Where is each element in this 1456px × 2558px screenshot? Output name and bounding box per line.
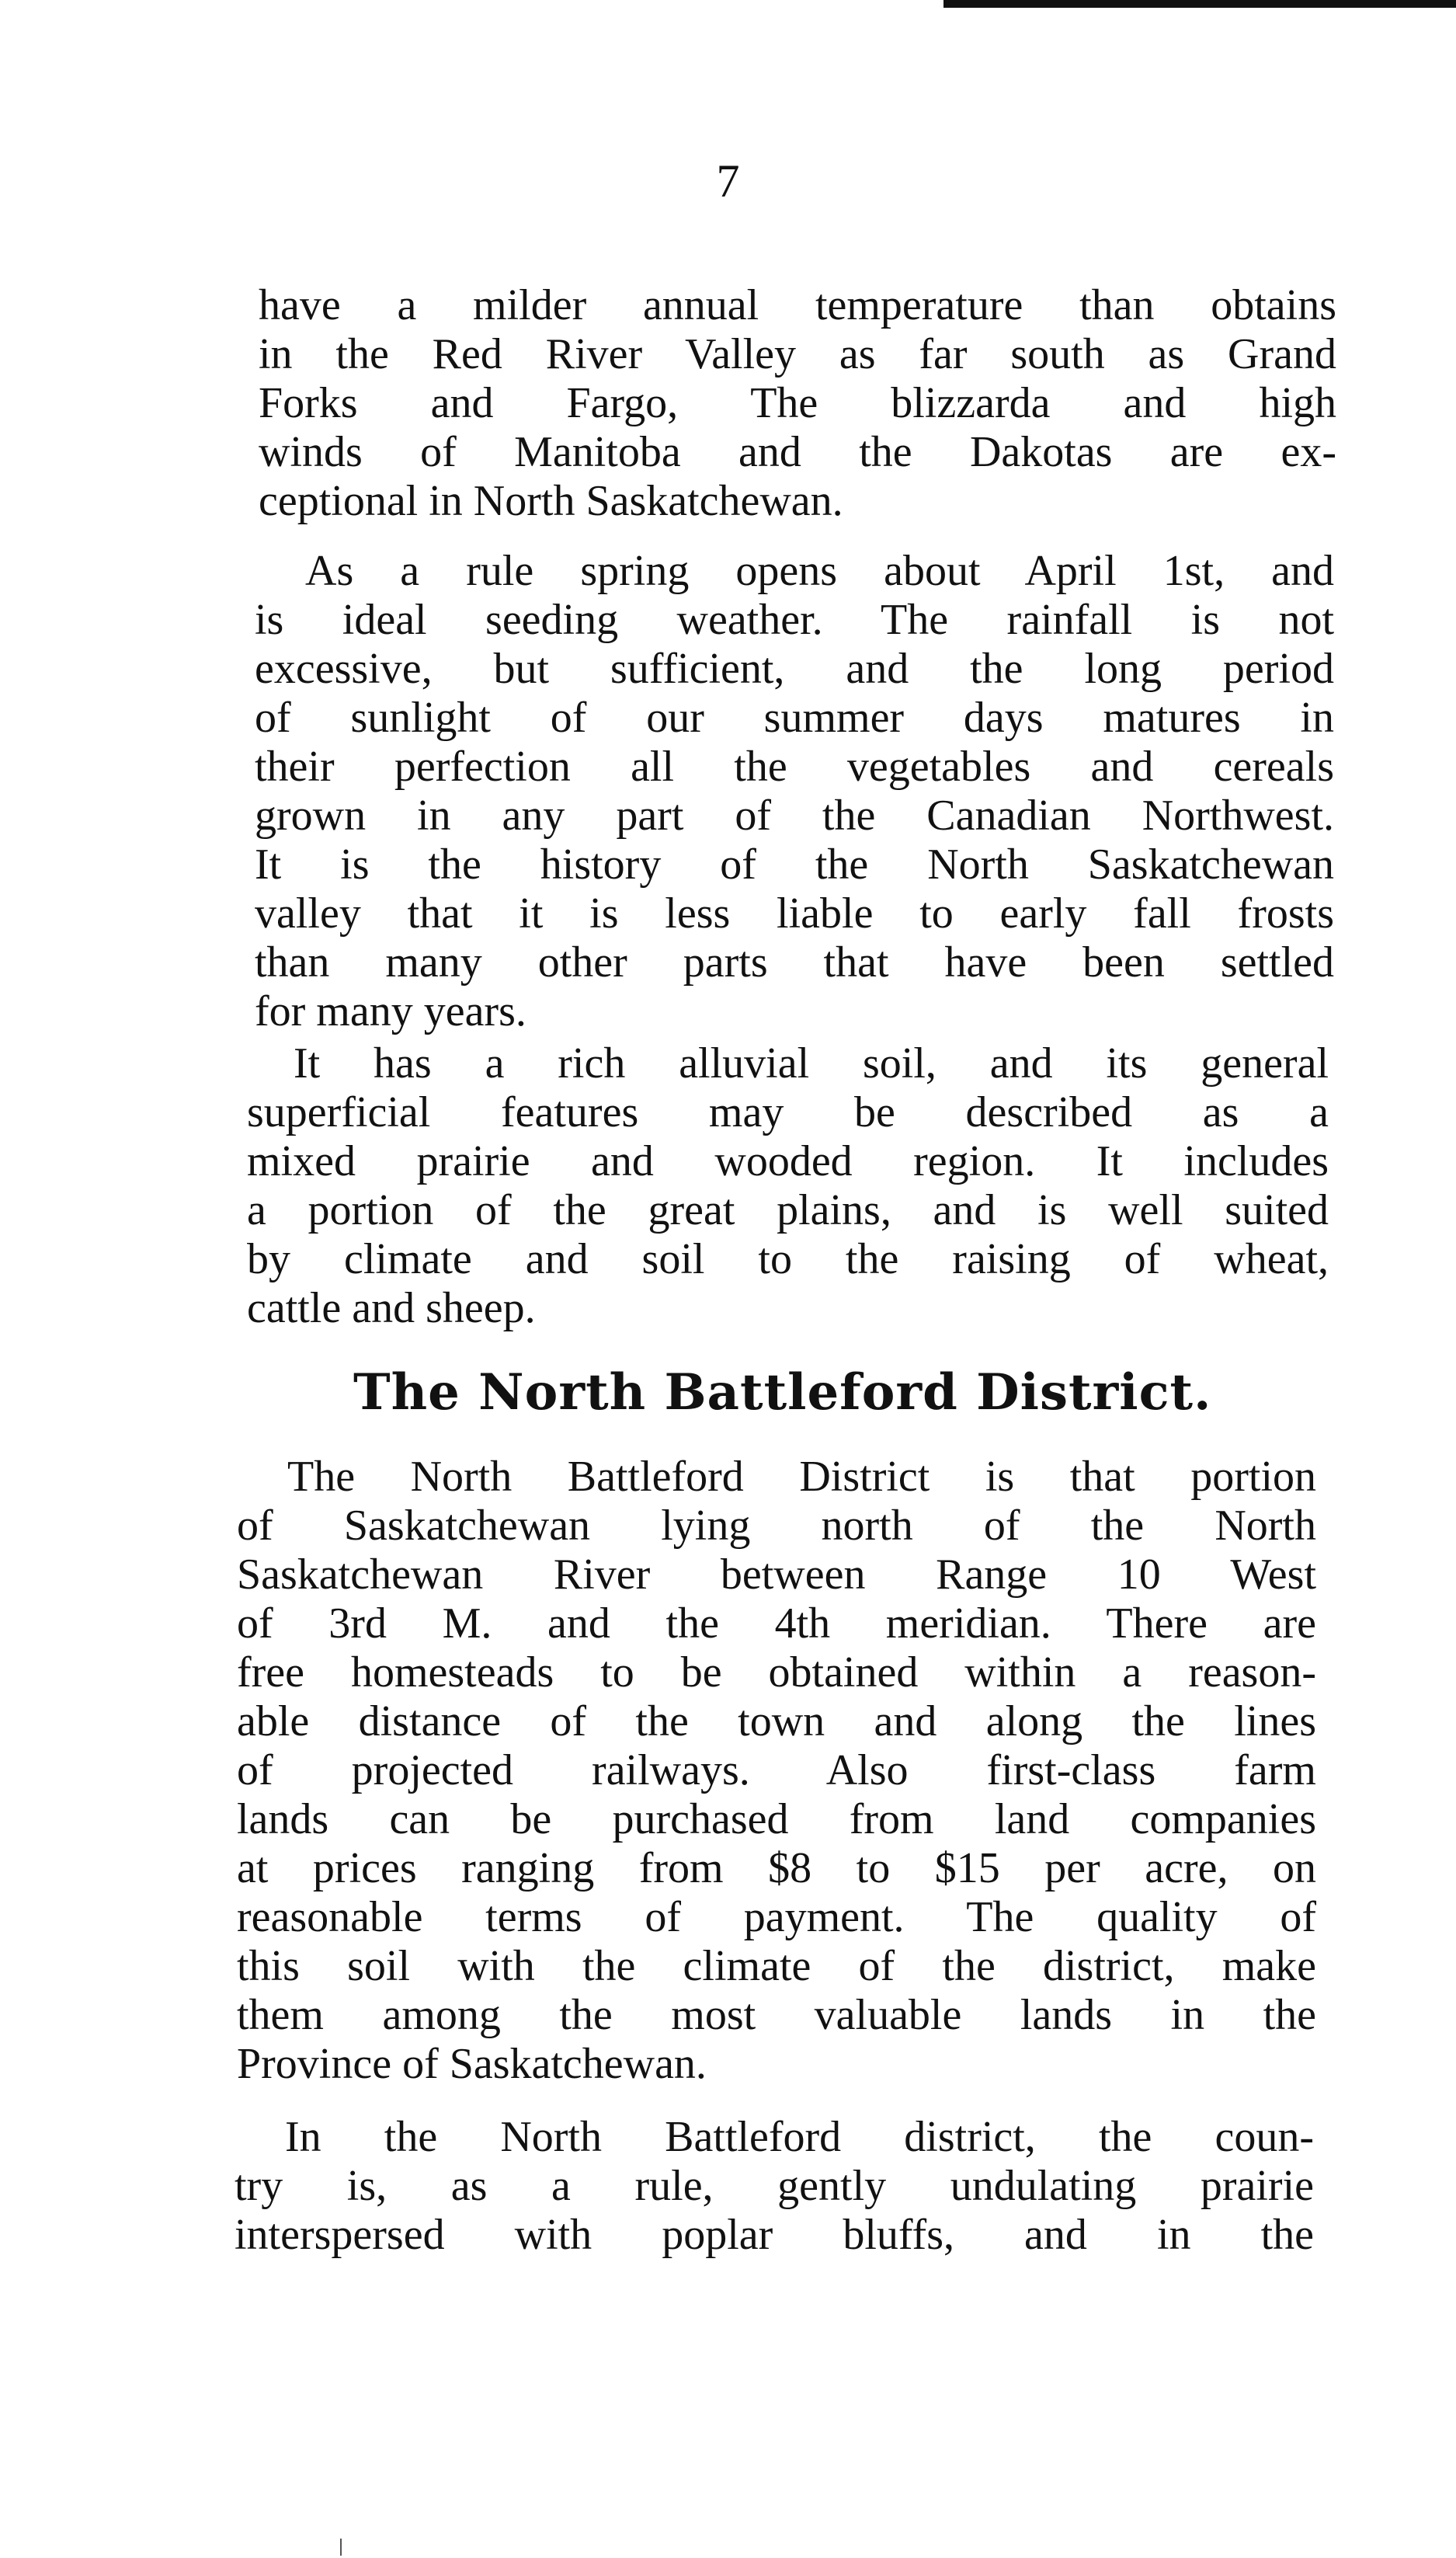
paragraph-line: It is the history of the North Saskatchewan xyxy=(255,840,1334,889)
paragraph-line: mixed prairie and wooded region. It includes xyxy=(247,1137,1329,1185)
paragraph-line: than many other parts that have been settled xyxy=(255,938,1334,987)
top-edge-tick xyxy=(961,0,964,5)
paragraph-line: As a rule spring opens about April 1st, and xyxy=(305,547,1334,595)
paragraph-4 xyxy=(237,1453,1316,2089)
paragraph-line: ceptional in North Saskatchewan. xyxy=(259,477,843,525)
paragraph-line: In the North Battleford district, the coun- xyxy=(285,2113,1314,2161)
paragraph-line: this soil with the climate of the district, make xyxy=(237,1942,1316,1990)
paragraph-line: of sunlight of our summer days matures in xyxy=(255,694,1334,742)
section-heading: The North Battleford District. xyxy=(353,1363,1212,1422)
paragraph-line: by climate and soil to the raising of wheat, xyxy=(247,1235,1329,1283)
paragraph-line: Forks and Fargo, The blizzarda and high xyxy=(259,379,1336,427)
paragraph-line: winds of Manitoba and the Dakotas are ex- xyxy=(259,428,1336,476)
paragraph-line: a portion of the great plains, and is well suited xyxy=(247,1186,1329,1234)
paragraph-line: The North Battleford District is that portion xyxy=(287,1453,1316,1501)
paragraph-5 xyxy=(235,2113,1314,2260)
paragraph-line: at prices ranging from $8 to $15 per acre, on xyxy=(237,1844,1316,1892)
paragraph-line: interspersed with poplar bluffs, and in the xyxy=(235,2211,1314,2259)
paragraph-line: of Saskatchewan lying north of the North xyxy=(237,1502,1316,1550)
paragraph-1 xyxy=(259,281,1336,526)
paragraph-2 xyxy=(255,547,1334,1036)
paragraph-line: for many years. xyxy=(255,987,526,1035)
paragraph-line: superficial features may be described as a xyxy=(247,1088,1329,1136)
paragraph-line: them among the most valuable lands in the xyxy=(237,1991,1316,2039)
paragraph-line: excessive, but sufficient, and the long period xyxy=(255,645,1334,693)
paragraph-line: have a milder annual temperature than obtains xyxy=(259,281,1336,329)
paragraph-line: of projected railways. Also first-class farm xyxy=(237,1746,1316,1794)
paragraph-line: Province of Saskatchewan. xyxy=(237,2040,707,2088)
paragraph-line: valley that it is less liable to early fall frosts xyxy=(255,889,1334,938)
paragraph-line: in the Red River Valley as far south as Grand xyxy=(259,330,1336,378)
top-edge-rule xyxy=(943,0,1456,8)
paragraph-line: free homesteads to be obtained within a reason- xyxy=(237,1648,1316,1697)
paragraph-3 xyxy=(247,1039,1329,1333)
paragraph-line: of 3rd M. and the 4th meridian. There are xyxy=(237,1599,1316,1648)
paragraph-line: It has a rich alluvial soil, and its general xyxy=(294,1039,1329,1088)
paragraph-line: grown in any part of the Canadian Northwest. xyxy=(255,792,1334,840)
paragraph-line: cattle and sheep. xyxy=(247,1284,536,1332)
page-number: 7 xyxy=(716,155,740,207)
paragraph-line: able distance of the town and along the lines xyxy=(237,1697,1316,1745)
bottom-edge-mark xyxy=(340,2539,342,2556)
paragraph-line: lands can be purchased from land companies xyxy=(237,1795,1316,1843)
paragraph-line: Saskatchewan River between Range 10 West xyxy=(237,1550,1316,1599)
paragraph-line: try is, as a rule, gently undulating prairie xyxy=(235,2162,1314,2210)
paragraph-line: their perfection all the vegetables and cereals xyxy=(255,743,1334,791)
paragraph-line: reasonable terms of payment. The quality of xyxy=(237,1893,1316,1941)
paragraph-line: is ideal seeding weather. The rainfall is not xyxy=(255,596,1334,644)
